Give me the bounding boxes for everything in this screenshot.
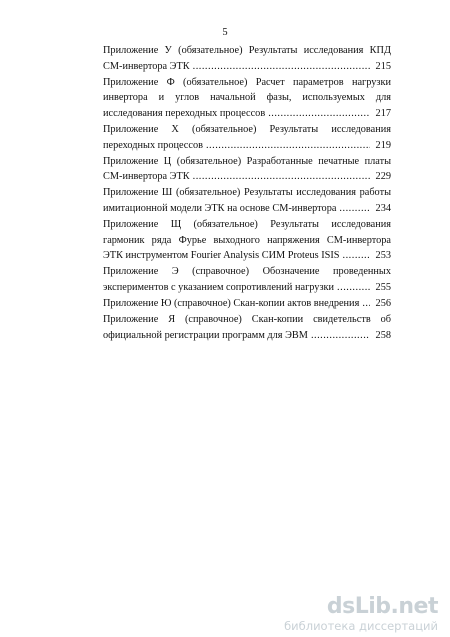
toc-entry [103,122,391,153]
dot-leader [206,138,370,154]
toc-entry-last-line [103,280,391,296]
toc-entry-last-line [103,296,391,312]
toc-entry-text: Приложение У (обязательное) Результаты исследования КПД [103,45,391,56]
toc-entry-text: Приложение Х (обязательное) Результаты исследования [103,124,391,136]
toc-entry-text: экспериментов с указанием сопротивлений нагрузки [103,282,335,294]
site-logo: dsLib.net [326,594,438,619]
toc-entry-last-line [103,248,391,264]
toc-entry-text: Приложение Э (справочное) Обозначение проведенных [103,266,391,278]
toc-entry [103,296,391,312]
dot-leader [339,201,370,217]
toc-entry-last-line [103,201,391,217]
toc-page-number: 219 [375,139,391,151]
toc-entry-text: СМ-инвертора ЭТК [103,60,190,72]
toc-entry [103,154,391,185]
toc-entry-last-line [103,138,391,154]
toc-entry-text: официальной регистрации программ для ЭВМ [103,329,308,341]
toc-page-number: 215 [375,60,391,72]
toc-entry-text: инвертора и углов начальной фазы, используемых для [103,92,391,104]
dot-leader [343,248,370,264]
toc-page-number: 229 [375,171,391,183]
toc-page-number: 217 [375,108,391,120]
toc-page-number: 253 [375,250,391,262]
site-tagline: библиотека диссертаций [284,619,438,633]
toc-entry-text: Приложение Я (справочное) Скан-копии свидетельств об [103,314,391,326]
toc-entry [103,75,391,122]
dot-leader [193,169,370,185]
toc-entry-text: СМ-инвертора ЭТК [103,171,190,183]
dot-leader [362,296,370,312]
toc-page-number: 258 [375,329,391,341]
toc-entry [103,217,391,264]
toc-page-number: 255 [375,282,391,294]
dot-leader [311,328,370,344]
toc-entry-text: имитационной модели ЭТК на основе СМ-инвертора [103,203,337,215]
toc-entry-text: исследования переходных процессов [103,108,266,120]
toc-entry-text: переходных процессов [103,139,203,151]
toc-entry [103,312,391,343]
toc-entry-text: ЭТК инструментом Fourier Analysis СИМ Proteus ISIS [103,250,340,262]
toc-page-number: 256 [375,298,391,310]
dot-leader [268,106,370,122]
page-number: 5 [222,27,228,38]
toc-entry-text: Приложение Ф (обязательное) Расчет параметров нагрузки [103,76,391,88]
toc-entry [103,264,391,295]
toc-entry-last-line [103,169,391,185]
toc-entry-text: Приложение Ш (обязательное) Результаты исследования работы [103,187,391,199]
toc-entry-last-line [103,59,391,75]
site-watermark [284,595,438,633]
toc-entry [103,43,391,74]
toc-entry-text: Приложение Ю (справочное) Скан-копии актов внедрения [103,298,360,310]
toc-entry-text: Приложение Ц (обязательное) Разработанные печатные платы [103,155,391,167]
table-of-contents [103,43,391,343]
toc-entry-last-line [103,328,391,344]
toc-entry-text: Приложение Щ (обязательное) Результаты исследования [103,219,391,231]
toc-entry [103,185,391,216]
toc-page-number: 234 [375,203,391,215]
toc-entry-last-line [103,106,391,122]
toc-entry-text: гармоник ряда Фурье выходного напряжения СМ-инвертора [103,234,391,246]
dot-leader [337,280,370,296]
dot-leader [193,59,370,75]
